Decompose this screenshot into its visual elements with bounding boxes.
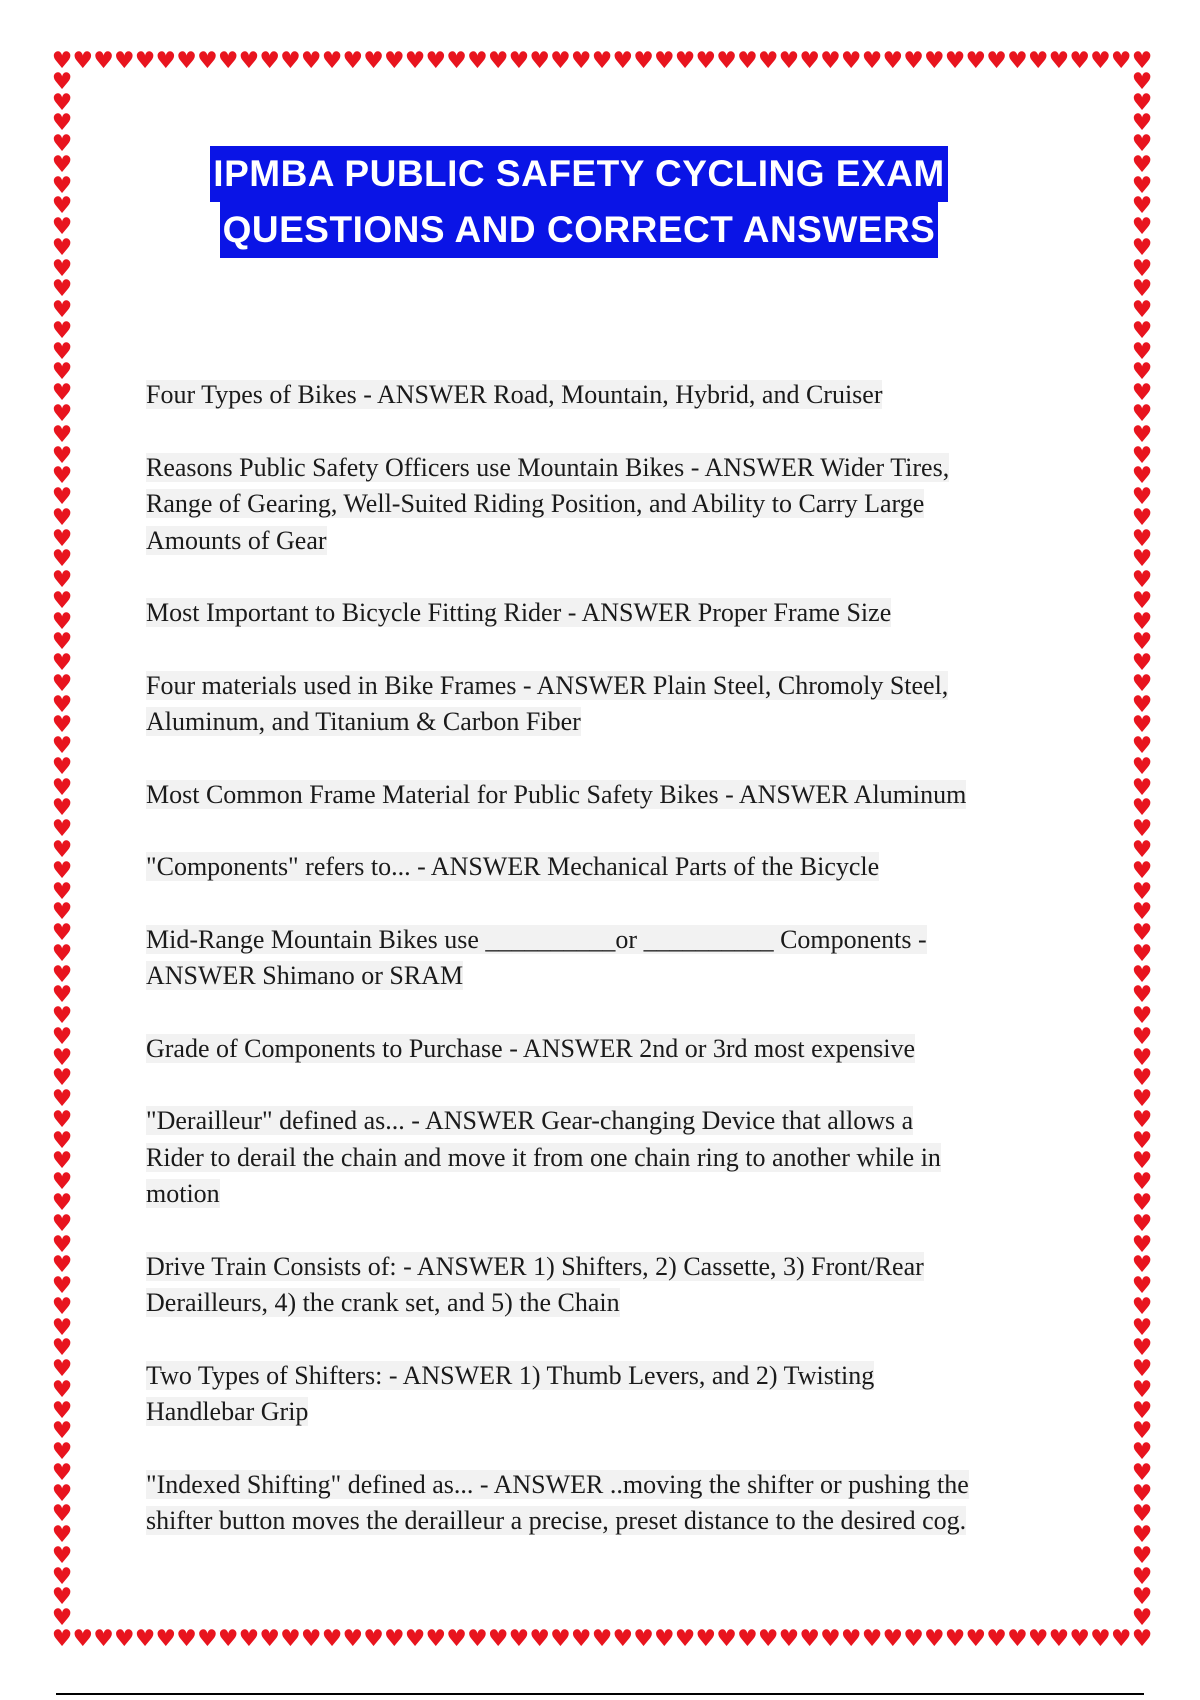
heart-icon: ♥	[1090, 1626, 1111, 1652]
heart-icon: ♥	[923, 48, 945, 74]
heart-icon: ♥	[737, 1626, 758, 1652]
heart-icon: ♥	[51, 1252, 73, 1279]
heart-icon: ♥	[51, 567, 73, 594]
heart-icon: ♥	[487, 1626, 509, 1652]
heart-icon: ♥	[1131, 1189, 1153, 1216]
heart-icon: ♥	[1131, 940, 1153, 967]
heart-icon: ♥	[1131, 1376, 1153, 1403]
heart-icon: ♥	[238, 48, 260, 74]
heart-icon: ♥	[51, 691, 73, 718]
qa-line: "Indexed Shifting" defined as... - ANSWER ..moving the shifter or pushing the	[146, 1469, 969, 1499]
heart-icon: ♥	[1131, 1542, 1153, 1569]
heart-icon: ♥	[1131, 878, 1153, 905]
qa-item	[146, 450, 1076, 560]
qa-line: shifter button moves the derailleur a precise, preset distance to the desired cog.	[146, 1506, 967, 1535]
heart-icon: ♥	[1131, 151, 1153, 178]
qa-line: Amounts of Gear	[146, 525, 327, 555]
heart-icon: ♥	[1131, 1065, 1153, 1092]
qa-line: Two Types of Shifters: - ANSWER 1) Thumb Levers, and 2) Twisting	[146, 1360, 875, 1390]
footer-rule	[56, 1693, 1144, 1695]
heart-icon: ♥	[903, 1626, 924, 1652]
heart-icon: ♥	[51, 297, 73, 324]
heart-icon: ♥	[1131, 629, 1153, 656]
heart-icon: ♥	[51, 816, 73, 843]
qa-line: Most Common Frame Material for Public Safety Bikes - ANSWER Aluminum	[146, 779, 967, 809]
heart-icon: ♥	[51, 48, 73, 74]
qa-item	[146, 777, 1076, 814]
qa-line: Drive Train Consists of: - ANSWER 1) Shifters, 2) Cassette, 3) Front/Rear	[146, 1251, 924, 1281]
heart-icon: ♥	[986, 48, 1007, 74]
heart-icon: ♥	[259, 48, 280, 74]
heart-icon: ♥	[321, 1626, 343, 1652]
heart-icon: ♥	[965, 48, 987, 74]
heart-icon: ♥	[1090, 48, 1111, 74]
qa-line: Reasons Public Safety Officers use Mountain Bikes - ANSWER Wider Tires,	[146, 452, 950, 482]
heart-icon: ♥	[1131, 463, 1153, 490]
heart-icon: ♥	[1131, 920, 1153, 947]
qa-line: ANSWER Shimano or SRAM	[146, 961, 464, 990]
heart-icon: ♥	[51, 1169, 73, 1196]
qa-item	[146, 1103, 1076, 1213]
qa-line: Four Types of Bikes - ANSWER Road, Mountain, Hybrid, and Cruiser	[146, 380, 883, 409]
heart-icon: ♥	[51, 1231, 73, 1258]
qa-item	[146, 1031, 1076, 1068]
heart-icon: ♥	[508, 48, 530, 74]
heart-icon: ♥	[1110, 1626, 1132, 1652]
heart-icon: ♥	[923, 1626, 945, 1652]
heart-icon: ♥	[51, 131, 73, 158]
heart-icon: ♥	[51, 899, 73, 926]
heart-icon: ♥	[51, 1542, 73, 1569]
heart-icon: ♥	[653, 48, 675, 74]
heart-icon: ♥	[342, 1626, 364, 1652]
heart-icon: ♥	[51, 837, 73, 863]
heart-icon: ♥	[1131, 131, 1153, 158]
heart-icon: ♥	[176, 48, 197, 74]
heart-icon: ♥	[674, 1626, 696, 1652]
heart-icon: ♥	[1131, 48, 1153, 74]
heart-icon: ♥	[93, 48, 114, 74]
heart-icon: ♥	[1131, 1293, 1153, 1320]
document-title	[0, 146, 1158, 258]
heart-icon: ♥	[363, 1626, 384, 1652]
heart-icon: ♥	[695, 48, 717, 74]
heart-icon: ♥	[570, 1626, 592, 1652]
heart-icon: ♥	[51, 1584, 73, 1611]
heart-icon: ♥	[1131, 68, 1153, 95]
heart-icon: ♥	[1007, 48, 1028, 74]
heart-icon: ♥	[51, 1376, 73, 1403]
heart-icon: ♥	[1131, 89, 1153, 116]
heart-icon: ♥	[695, 1626, 717, 1652]
heart-icon: ♥	[51, 774, 73, 801]
heart-icon: ♥	[404, 1626, 426, 1652]
heart-icon: ♥	[134, 48, 156, 74]
heart-icon: ♥	[425, 1626, 447, 1652]
heart-icon: ♥	[1131, 1418, 1153, 1445]
qa-line: "Components" refers to... - ANSWER Mechanical Parts of the Bicycle	[146, 852, 880, 881]
heart-icon: ♥	[1048, 48, 1070, 74]
heart-icon: ♥	[903, 48, 924, 74]
heart-icon: ♥	[1131, 1439, 1153, 1466]
heart-icon: ♥	[570, 48, 592, 74]
heart-icon: ♥	[321, 48, 343, 74]
heart-icon: ♥	[1131, 1501, 1153, 1528]
heart-icon: ♥	[1131, 1605, 1153, 1632]
heart-icon: ♥	[1131, 1480, 1153, 1507]
heart-icon: ♥	[716, 1626, 737, 1652]
heart-icon: ♥	[1131, 712, 1153, 739]
heart-icon: ♥	[467, 48, 488, 74]
heart-icon: ♥	[1131, 234, 1153, 261]
heart-icon: ♥	[51, 1439, 73, 1466]
heart-icon: ♥	[550, 48, 571, 74]
heart-icon: ♥	[113, 48, 135, 74]
heart-icon: ♥	[882, 48, 904, 74]
qa-item	[146, 377, 1076, 414]
heart-icon: ♥	[1131, 1169, 1153, 1196]
heart-icon: ♥	[1131, 421, 1153, 448]
heart-icon: ♥	[72, 48, 94, 74]
heart-icon: ♥	[51, 214, 73, 241]
heart-icon: ♥	[1131, 1003, 1153, 1030]
title-line-1: IPMBA PUBLIC SAFETY CYCLING EXAM	[210, 146, 947, 202]
heart-icon: ♥	[51, 525, 73, 552]
heart-icon: ♥	[1131, 587, 1153, 614]
heart-icon: ♥	[425, 48, 447, 74]
heart-icon: ♥	[1131, 1044, 1153, 1071]
heart-icon: ♥	[51, 89, 73, 116]
heart-icon: ♥	[51, 421, 73, 448]
heart-icon: ♥	[1131, 1584, 1153, 1611]
heart-icon: ♥	[51, 1480, 73, 1507]
heart-icon: ♥	[51, 1356, 73, 1383]
heart-icon: ♥	[51, 940, 73, 967]
qa-line: Handlebar Grip	[146, 1397, 309, 1426]
heart-icon: ♥	[51, 857, 73, 884]
heart-icon: ♥	[51, 68, 73, 95]
heart-icon: ♥	[51, 463, 73, 490]
heart-icon: ♥	[342, 48, 364, 74]
heart-icon: ♥	[1131, 567, 1153, 594]
heart-icon: ♥	[1131, 297, 1153, 324]
heart-icon: ♥	[1131, 525, 1153, 552]
heart-icon: ♥	[591, 48, 613, 74]
heart-icon: ♥	[51, 920, 73, 947]
heart-icon: ♥	[1131, 1459, 1153, 1486]
heart-icon: ♥	[1131, 317, 1153, 344]
heart-icon: ♥	[1007, 1626, 1028, 1652]
heart-icon: ♥	[300, 48, 322, 74]
heart-icon: ♥	[51, 1086, 73, 1113]
heart-icon: ♥	[1131, 442, 1153, 469]
heart-icon: ♥	[51, 172, 73, 199]
heart-icon: ♥	[72, 1626, 94, 1652]
heart-icon: ♥	[1131, 1314, 1153, 1341]
heart-icon: ♥	[1131, 1148, 1153, 1175]
heart-icon: ♥	[1131, 1231, 1153, 1258]
heart-icon: ♥	[612, 48, 634, 74]
qa-line: Four materials used in Bike Frames - ANSWER Plain Steel, Chromoly Steel,	[146, 670, 949, 700]
heart-icon: ♥	[1131, 857, 1153, 884]
heart-icon: ♥	[1131, 795, 1153, 822]
qa-line: "Derailleur" defined as... - ANSWER Gear-changing Device that allows a	[146, 1106, 914, 1135]
heart-icon: ♥	[217, 48, 239, 74]
heart-icon: ♥	[51, 1459, 73, 1486]
heart-icon: ♥	[51, 878, 73, 905]
heart-icon: ♥	[51, 733, 73, 760]
heart-icon: ♥	[51, 753, 73, 780]
heart-icon: ♥	[1131, 837, 1153, 863]
heart-icon: ♥	[51, 276, 73, 303]
heart-icon: ♥	[1131, 982, 1153, 1009]
heart-icon: ♥	[1069, 48, 1090, 74]
heart-icon: ♥	[986, 1626, 1007, 1652]
heart-icon: ♥	[51, 1044, 73, 1071]
heart-icon: ♥	[300, 1626, 322, 1652]
heart-icon: ♥	[1131, 546, 1153, 573]
heart-icon: ♥	[1131, 1252, 1153, 1279]
qa-line: Mid-Range Mountain Bikes use __________or __________ Components -	[146, 924, 927, 954]
qa-list	[146, 377, 1076, 1576]
heart-icon: ♥	[716, 48, 737, 74]
heart-icon: ♥	[1131, 1086, 1153, 1113]
heart-icon: ♥	[591, 1626, 613, 1652]
heart-icon: ♥	[155, 48, 177, 74]
qa-item	[146, 1358, 1076, 1431]
heart-icon: ♥	[51, 1003, 73, 1030]
heart-icon: ♥	[51, 234, 73, 261]
heart-icon: ♥	[799, 48, 820, 74]
heart-icon: ♥	[51, 151, 73, 178]
heart-icon: ♥	[820, 1626, 841, 1652]
heart-icon: ♥	[1131, 691, 1153, 718]
heart-icon: ♥	[51, 442, 73, 469]
heart-icon: ♥	[861, 1626, 883, 1652]
heart-icon: ♥	[1131, 359, 1153, 386]
heart-icon: ♥	[176, 1626, 197, 1652]
heart-icon: ♥	[51, 1293, 73, 1320]
heart-icon: ♥	[51, 1563, 73, 1590]
heart-icon: ♥	[1131, 733, 1153, 760]
heart-icon: ♥	[51, 1210, 73, 1237]
heart-icon: ♥	[404, 48, 426, 74]
heart-icon: ♥	[259, 1626, 280, 1652]
heart-icon: ♥	[280, 48, 301, 74]
heart-icon: ♥	[1131, 1106, 1153, 1133]
heart-icon: ♥	[51, 982, 73, 1009]
heart-icon: ♥	[1131, 255, 1153, 282]
heart-icon: ♥	[51, 1397, 73, 1424]
heart-icon: ♥	[1131, 380, 1153, 407]
heart-icon: ♥	[51, 1065, 73, 1092]
qa-line: Derailleurs, 4) the crank set, and 5) the Chain	[146, 1288, 620, 1317]
qa-item	[146, 1249, 1076, 1322]
heart-icon: ♥	[550, 1626, 571, 1652]
heart-icon: ♥	[944, 1626, 966, 1652]
heart-icon: ♥	[529, 1626, 550, 1652]
qa-line: Range of Gearing, Well-Suited Riding Position, and Ability to Carry Large	[146, 489, 925, 518]
qa-item	[146, 922, 1076, 995]
heart-icon: ♥	[653, 1626, 675, 1652]
heart-icon: ♥	[51, 1501, 73, 1528]
qa-item	[146, 1467, 1076, 1540]
heart-icon: ♥	[1110, 48, 1132, 74]
heart-icon: ♥	[799, 1626, 820, 1652]
heart-icon: ♥	[1131, 338, 1153, 365]
heart-icon: ♥	[51, 670, 73, 697]
heart-icon: ♥	[51, 1127, 73, 1154]
heart-icon: ♥	[1131, 504, 1153, 531]
heart-icon: ♥	[1131, 1563, 1153, 1590]
qa-line: Grade of Components to Purchase - ANSWER 2nd or 3rd most expensive	[146, 1033, 916, 1063]
heart-icon: ♥	[280, 1626, 301, 1652]
heart-icon: ♥	[51, 193, 73, 220]
heart-icon: ♥	[1131, 670, 1153, 697]
heart-icon: ♥	[155, 1626, 177, 1652]
qa-line: Aluminum, and Titanium & Carbon Fiber	[146, 707, 581, 736]
heart-icon: ♥	[467, 1626, 488, 1652]
heart-icon: ♥	[1131, 484, 1153, 511]
heart-icon: ♥	[51, 1605, 73, 1632]
heart-icon: ♥	[1131, 753, 1153, 780]
heart-icon: ♥	[51, 338, 73, 365]
heart-icon: ♥	[944, 48, 966, 74]
heart-icon: ♥	[1048, 1626, 1070, 1652]
heart-icon: ♥	[1131, 816, 1153, 843]
heart-icon: ♥	[1131, 1397, 1153, 1424]
heart-icon: ♥	[113, 1626, 135, 1652]
heart-icon: ♥	[446, 1626, 467, 1652]
heart-icon: ♥	[383, 48, 405, 74]
heart-icon: ♥	[446, 48, 467, 74]
heart-icon: ♥	[1131, 608, 1153, 635]
heart-icon: ♥	[1131, 1356, 1153, 1383]
heart-icon: ♥	[1131, 400, 1153, 427]
heart-icon: ♥	[363, 48, 384, 74]
heart-icon: ♥	[238, 1626, 260, 1652]
heart-icon: ♥	[1131, 276, 1153, 303]
qa-item	[146, 849, 1076, 886]
heart-icon: ♥	[51, 110, 73, 137]
heart-icon: ♥	[778, 48, 800, 74]
heart-icon: ♥	[51, 484, 73, 511]
heart-icon: ♥	[51, 1023, 73, 1050]
heart-icon: ♥	[1131, 650, 1153, 677]
heart-icon: ♥	[51, 1335, 73, 1362]
heart-icon: ♥	[778, 1626, 800, 1652]
heart-icon: ♥	[51, 1522, 73, 1549]
heart-icon: ♥	[1131, 110, 1153, 137]
heart-icon: ♥	[1069, 1626, 1090, 1652]
heart-icon: ♥	[1027, 1626, 1049, 1652]
heart-icon: ♥	[1131, 1023, 1153, 1050]
heart-icon: ♥	[757, 48, 779, 74]
heart-icon: ♥	[861, 48, 883, 74]
heart-icon: ♥	[633, 48, 654, 74]
heart-icon: ♥	[737, 48, 758, 74]
heart-icon: ♥	[820, 48, 841, 74]
heart-icon: ♥	[51, 359, 73, 386]
heart-icon: ♥	[134, 1626, 156, 1652]
heart-icon: ♥	[51, 380, 73, 407]
heart-icon: ♥	[1027, 48, 1049, 74]
heart-icon: ♥	[383, 1626, 405, 1652]
heart-icon: ♥	[1131, 1626, 1153, 1652]
heart-icon: ♥	[51, 504, 73, 531]
title-line-2: QUESTIONS AND CORRECT ANSWERS	[220, 202, 939, 258]
heart-icon: ♥	[197, 48, 218, 74]
heart-icon: ♥	[51, 712, 73, 739]
heart-icon: ♥	[51, 650, 73, 677]
qa-line: motion	[146, 1179, 220, 1208]
heart-icon: ♥	[51, 608, 73, 635]
heart-icon: ♥	[882, 1626, 904, 1652]
heart-icon: ♥	[1131, 1273, 1153, 1300]
heart-icon: ♥	[51, 961, 73, 988]
heart-icon: ♥	[508, 1626, 530, 1652]
heart-icon: ♥	[51, 546, 73, 573]
heart-icon: ♥	[1131, 1335, 1153, 1362]
qa-line: Most Important to Bicycle Fitting Rider - ANSWER Proper Frame Size	[146, 598, 892, 627]
heart-icon: ♥	[51, 629, 73, 656]
heart-icon: ♥	[840, 48, 862, 74]
heart-icon: ♥	[757, 1626, 779, 1652]
heart-icon: ♥	[51, 1314, 73, 1341]
heart-icon: ♥	[487, 48, 509, 74]
heart-icon: ♥	[197, 1626, 218, 1652]
heart-icon: ♥	[51, 795, 73, 822]
heart-icon: ♥	[93, 1626, 114, 1652]
heart-icon: ♥	[633, 1626, 654, 1652]
heart-icon: ♥	[51, 587, 73, 614]
heart-icon: ♥	[1131, 1210, 1153, 1237]
heart-icon: ♥	[51, 1106, 73, 1133]
heart-icon: ♥	[612, 1626, 634, 1652]
heart-icon: ♥	[51, 400, 73, 427]
heart-icon: ♥	[1131, 193, 1153, 220]
qa-item	[146, 668, 1076, 741]
heart-icon: ♥	[51, 1273, 73, 1300]
heart-icon: ♥	[51, 1189, 73, 1216]
heart-icon: ♥	[1131, 214, 1153, 241]
heart-icon: ♥	[674, 48, 696, 74]
heart-icon: ♥	[51, 255, 73, 282]
heart-icon: ♥	[1131, 1522, 1153, 1549]
heart-icon: ♥	[51, 1626, 73, 1652]
qa-item	[146, 595, 1076, 632]
qa-line: Rider to derail the chain and move it from one chain ring to another while in	[146, 1142, 941, 1172]
heart-icon: ♥	[1131, 1127, 1153, 1154]
heart-icon: ♥	[840, 1626, 862, 1652]
heart-icon: ♥	[965, 1626, 987, 1652]
heart-icon: ♥	[1131, 172, 1153, 199]
heart-icon: ♥	[51, 1418, 73, 1445]
heart-icon: ♥	[217, 1626, 239, 1652]
heart-icon: ♥	[1131, 899, 1153, 926]
heart-icon: ♥	[51, 317, 73, 344]
heart-icon: ♥	[1131, 774, 1153, 801]
heart-icon: ♥	[1131, 961, 1153, 988]
heart-icon: ♥	[529, 48, 550, 74]
heart-icon: ♥	[51, 1148, 73, 1175]
